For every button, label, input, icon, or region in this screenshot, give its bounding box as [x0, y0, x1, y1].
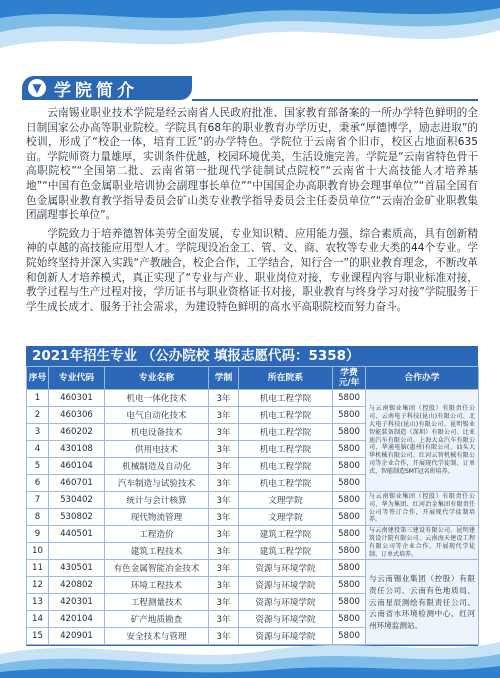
cell-seq: 9 [27, 526, 49, 543]
cell-dept: 建筑工程学院 [239, 526, 333, 543]
cell-name: 机械制造及自动化 [105, 458, 209, 475]
cell-name: 机电一体化技术 [105, 390, 209, 407]
cell-code: 440501 [49, 526, 105, 543]
cell-dept: 文理学院 [239, 492, 333, 509]
top-wave-decoration [0, 0, 500, 70]
header-name: 专业名称 [105, 367, 209, 390]
table-row [27, 390, 479, 407]
cell-code: 460202 [49, 424, 105, 441]
majors-table [26, 366, 479, 645]
cell-fee: 5800 [333, 424, 366, 441]
cell-seq: 5 [27, 458, 49, 475]
cell-code [49, 543, 105, 560]
cell-years: 3年 [209, 611, 239, 628]
cell-dept: 资源与环境学院 [239, 594, 333, 611]
cell-name: 现代物流管理 [105, 509, 209, 526]
table-row [27, 492, 479, 509]
cell-seq: 14 [27, 611, 49, 628]
intro-text [26, 106, 478, 314]
cell-years: 3年 [209, 390, 239, 407]
cell-code: 530402 [49, 492, 105, 509]
cell-name: 电气自动化技术 [105, 407, 209, 424]
cell-name: 统计与会计核算 [105, 492, 209, 509]
cell-years: 3年 [209, 543, 239, 560]
intro-paragraph-1: 云南锡业职业技术学院是经云南省人民政府批准、国家教育部备案的一所办学特色鲜明的全日制国家公办高等职业院校。学院具有68年的职业教育办学历史，秉承“厚德博学，励志进取”的校训，形成了“校企一体，培育工匠”的办学特色。学院位于云南省个旧市，校区占地面积635亩。学院师资力量雄厚，实训条件优越，校园环境优美，生活设施完善。学院是“云南省特色骨干高职院校”“全国第二批、云南省第一批现代学徒制试点院校”“云南省十大高技能人才培养基地”“中国有色金属职业培训协会副理事长单位”“中国国企办高职教育协会理事单位”“首届全国有色金属职业教育教学指导委员会矿山类专业教学指导委员会主任委员单位”“云南冶金矿业职教集团副理事长单位”。 [26, 107, 478, 222]
cell-name: 工程测量技术 [105, 594, 209, 611]
cell-name: 机电设备技术 [105, 424, 209, 441]
cell-dept: 建筑工程学院 [239, 543, 333, 560]
cell-dept: 机电工程学院 [239, 441, 333, 458]
cell-dept: 资源与环境学院 [239, 628, 333, 645]
recruitment-title: 2021年招生专业 （公办院校 填报志愿代码：5358） [32, 348, 360, 364]
cell-dept: 资源与环境学院 [239, 560, 333, 577]
recruitment-panel [26, 346, 478, 646]
cell-seq: 12 [27, 577, 49, 594]
cell-fee: 5800 [333, 577, 366, 594]
cell-name: 环境工程技术 [105, 577, 209, 594]
cell-dept: 机电工程学院 [239, 424, 333, 441]
coop-cell-group-1: 与云南锡业集团（控股）有限责任公司、云南电子科技(昆山)有限公司、北大电子科技(昆山)有限公司、昆明锡业智能装备制造（深圳）有限公司、比亚迪汽车有限公司、上海大众汽车有限公司、华通电脑(惠州)有限公司、汕头大华机械有限公司、红河云智机械有限公司等企业合作，开展现代学徒制、订单式、智能制造SMT冠名班培养。 [366, 390, 479, 492]
cell-code: 420104 [49, 611, 105, 628]
cell-dept: 文理学院 [239, 509, 333, 526]
cell-fee: 5800 [333, 475, 366, 492]
cell-years: 3年 [209, 628, 239, 645]
header-seq: 序号 [27, 367, 49, 390]
cell-seq: 7 [27, 492, 49, 509]
cell-fee: 5800 [333, 407, 366, 424]
cell-years: 3年 [209, 424, 239, 441]
header-fee-line2: 元/年 [338, 378, 360, 388]
cell-seq: 2 [27, 407, 49, 424]
section-title: 学院简介 [54, 80, 138, 101]
bottom-wave-decoration [0, 628, 500, 678]
cell-name: 建筑工程技术 [105, 543, 209, 560]
cell-fee: 5800 [333, 560, 366, 577]
cell-fee: 5800 [333, 594, 366, 611]
cell-code: 420301 [49, 594, 105, 611]
cell-years: 3年 [209, 458, 239, 475]
header-dept: 所在院系 [239, 367, 333, 390]
cell-code: 460701 [49, 475, 105, 492]
section-header [22, 76, 192, 100]
cell-years: 3年 [209, 441, 239, 458]
cell-fee: 5800 [333, 543, 366, 560]
cell-seq: 10 [27, 543, 49, 560]
chevron-down-icon: ▼ [28, 79, 46, 97]
cell-dept: 机电工程学院 [239, 407, 333, 424]
cell-fee: 5800 [333, 526, 366, 543]
cell-code: 460306 [49, 407, 105, 424]
coop-cell-group-3: 与云南建投第三建设有限公司、昆明建筑设计院有限公司、云南海天建设工程有限公司等企业合作，开展现代学徒制、订单式培养。 [366, 526, 479, 560]
cell-name: 有色金属智能冶金技术 [105, 560, 209, 577]
cell-dept: 资源与环境学院 [239, 577, 333, 594]
coop-cell-group-4: 与云南锡业集团（控股）有限责任公司、云南有色地质局、云南星辰测绘有限责任公司、云南省水环境检测中心、红河州环境监测站。 [366, 560, 479, 645]
header-fee [333, 367, 366, 390]
cell-seq: 11 [27, 560, 49, 577]
cell-years: 3年 [209, 492, 239, 509]
header-fee-line1: 学费 [340, 368, 358, 378]
cell-dept: 资源与环境学院 [239, 611, 333, 628]
cell-dept: 机电工程学院 [239, 458, 333, 475]
cell-fee: 5800 [333, 509, 366, 526]
cell-code: 460104 [49, 458, 105, 475]
cell-years: 3年 [209, 475, 239, 492]
cell-years: 3年 [209, 526, 239, 543]
coop-cell-group-2: 与云南锡业集团（控股）有限责任公司、华为集团、红河冶金集团有限责任公司等签订合作，开展现代学徒制培养。 [366, 492, 479, 526]
cell-seq: 6 [27, 475, 49, 492]
cell-seq: 8 [27, 509, 49, 526]
cell-name: 工程造价 [105, 526, 209, 543]
cell-fee: 5800 [333, 441, 366, 458]
header-code: 专业代码 [49, 367, 105, 390]
cell-name: 汽车制造与试验技术 [105, 475, 209, 492]
cell-dept: 机电工程学院 [239, 475, 333, 492]
table-row [27, 526, 479, 543]
cell-name: 矿产地质勘查 [105, 611, 209, 628]
header-years: 学制 [209, 367, 239, 390]
table-header-row [27, 367, 479, 390]
header-coop: 合作办学 [366, 367, 479, 390]
cell-code: 420802 [49, 577, 105, 594]
cell-fee: 5800 [333, 611, 366, 628]
header-underline [192, 99, 478, 101]
table-row [27, 560, 479, 577]
cell-code: 430108 [49, 441, 105, 458]
cell-seq: 13 [27, 594, 49, 611]
cell-fee: 5800 [333, 492, 366, 509]
cell-years: 3年 [209, 560, 239, 577]
cell-code: 420901 [49, 628, 105, 645]
cell-code: 530802 [49, 509, 105, 526]
cell-fee: 5800 [333, 628, 366, 645]
cell-years: 3年 [209, 509, 239, 526]
cell-years: 3年 [209, 594, 239, 611]
cell-seq: 3 [27, 424, 49, 441]
cell-fee: 5800 [333, 390, 366, 407]
cell-dept: 机电工程学院 [239, 390, 333, 407]
cell-years: 3年 [209, 407, 239, 424]
cell-seq: 4 [27, 441, 49, 458]
cell-code: 430501 [49, 560, 105, 577]
cell-name: 供用电技术 [105, 441, 209, 458]
intro-paragraph-2: 学院致力于培养德智体美劳全面发展，专业知识精、应用能力强、综合素质高，具有创新精神的卓越的高技能应用型人才。学院现设冶金工、管、文、商、农牧等专业大类的44个专业。学院始终坚持并深入实践“产教融合，校企合作，工学结合，知行合一”的职业教育理念，不断改革和创新人才培养模式，真正实现了“专业与产业、职业岗位对接，专业课程内容与职业标准对接，教学过程与生产过程对接，学历证书与职业资格证书对接，职业教育与终身学习对接”学院服务于学生成长成才、服务于社会需求，为建设特色鲜明的高水平高职院校而努力奋斗。 [26, 227, 478, 313]
cell-code: 460301 [49, 390, 105, 407]
cell-fee: 5800 [333, 458, 366, 475]
cell-name: 安全技术与管理 [105, 628, 209, 645]
cell-seq: 15 [27, 628, 49, 645]
cell-years: 3年 [209, 577, 239, 594]
cell-seq: 1 [27, 390, 49, 407]
